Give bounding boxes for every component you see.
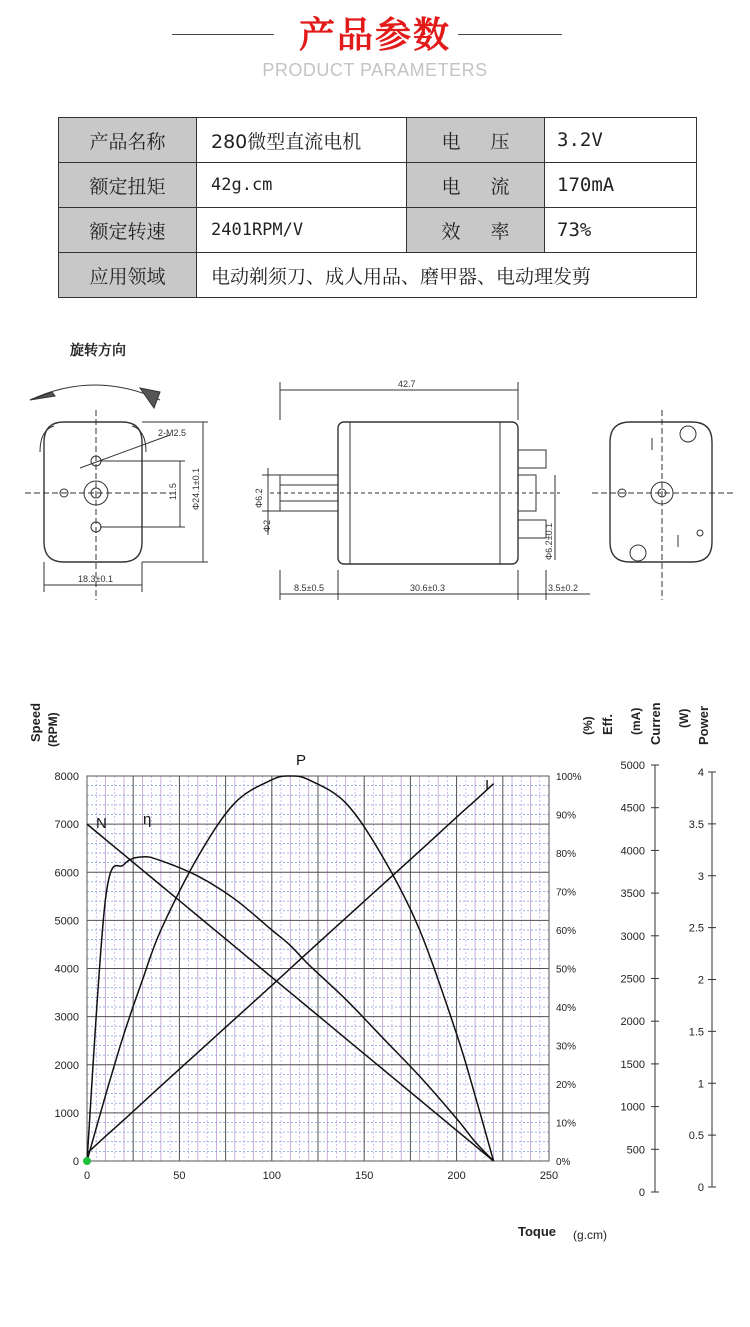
power-tick-label: 3	[697, 870, 704, 883]
spec-value: 73%	[545, 208, 697, 253]
speed-tick-label: 0	[72, 1156, 79, 1168]
spec-label: 电流	[407, 163, 545, 208]
dim-shaft-dia: Φ6.2	[254, 488, 264, 508]
current-tick-label: 4500	[620, 802, 645, 815]
speed-tick-label: 8000	[54, 771, 79, 783]
spec-value: 42g.cm	[197, 163, 407, 208]
spec-value: 280微型直流电机	[197, 118, 407, 163]
table-row	[59, 118, 697, 163]
eff-tick-label: 50%	[556, 964, 577, 976]
x-unit-label: (g.cm)	[573, 1228, 607, 1242]
x-tick-label: 150	[355, 1170, 374, 1182]
eff-tick-label: 10%	[556, 1118, 577, 1130]
spec-value: 3.2V	[545, 118, 697, 163]
spec-table	[58, 117, 697, 298]
eff-tick-label: 100%	[556, 772, 582, 783]
performance-chart	[0, 690, 750, 1260]
dim-shaft-len: 8.5±0.5	[294, 583, 324, 593]
current-tick-label: 5000	[620, 760, 645, 772]
dim-rear-len: 3.5±0.2	[548, 583, 578, 593]
current-tick-label: 1000	[620, 1101, 645, 1114]
current-tick-label: 2500	[620, 973, 645, 986]
title-divider-left	[172, 34, 274, 35]
power-unit-label: (W)	[677, 708, 691, 728]
table-row	[59, 208, 697, 253]
power-axis-title: Power	[696, 705, 711, 745]
current-axis-title: Curren	[648, 702, 663, 745]
x-tick-label: 200	[447, 1170, 466, 1182]
speed-tick-label: 1000	[54, 1107, 79, 1120]
x-tick-label: 0	[83, 1170, 91, 1182]
spec-label: 电压	[407, 118, 545, 163]
spec-label: 额定转速	[59, 208, 197, 253]
dim-screw: 2-M2.5	[158, 428, 187, 438]
dim-hole-spacing: 11.5	[168, 483, 178, 500]
dim-length: 42.7	[398, 379, 416, 389]
dim-body-len: 30.6±0.3	[410, 583, 445, 593]
eff-tick-label: 20%	[556, 1080, 577, 1091]
current-tick-label: 2000	[620, 1016, 645, 1029]
series-label: η	[143, 811, 152, 828]
current-tick-label: 500	[626, 1144, 645, 1157]
spec-value: 电动剃须刀、成人用品、磨甲器、电动理发剪	[197, 253, 697, 298]
series-label: N	[96, 815, 107, 832]
speed-axis-title: Speed	[28, 702, 43, 742]
x-axis-title: Toque	[518, 1224, 557, 1239]
table-row	[59, 253, 697, 298]
current-unit-label: (mA)	[629, 707, 643, 735]
x-tick-label: 100	[262, 1170, 281, 1182]
eff-tick-label: 80%	[556, 849, 577, 860]
eff-tick-label: 40%	[556, 1003, 577, 1014]
speed-tick-label: 2000	[54, 1059, 79, 1072]
spec-label: 效率	[407, 208, 545, 253]
series-label: I	[485, 777, 490, 794]
current-tick-label: 3500	[620, 888, 645, 901]
spec-label: 应用领域	[59, 253, 197, 298]
chart-grid	[87, 776, 549, 1161]
series-label: P	[296, 752, 307, 769]
dim-shaft-dia2: Φ2	[262, 519, 272, 532]
eff-axis-title: Eff.	[600, 714, 615, 735]
current-tick-label: 1500	[620, 1058, 645, 1071]
eff-unit-label: (%)	[581, 716, 595, 735]
spec-value: 170mA	[545, 163, 697, 208]
speed-tick-label: 5000	[54, 915, 79, 928]
dim-body-dia: Φ24.1±0.1	[191, 467, 201, 510]
eff-tick-label: 0%	[556, 1157, 571, 1168]
rotation-label: 旋转方向	[70, 343, 126, 359]
rear-view	[592, 410, 735, 600]
spec-label: 产品名称	[59, 118, 197, 163]
power-tick-label: 4	[697, 767, 704, 779]
eff-tick-label: 70%	[556, 887, 577, 899]
eff-tick-label: 30%	[556, 1041, 577, 1053]
x-tick-label: 250	[539, 1170, 559, 1182]
eff-tick-label: 90%	[556, 810, 577, 822]
dim-rear-boss: Φ6.2±0.1	[544, 522, 554, 560]
speed-tick-label: 3000	[54, 1011, 79, 1024]
spec-label: 额定扭矩	[59, 163, 197, 208]
title-divider-right	[458, 34, 562, 35]
current-tick-label: 3000	[620, 930, 645, 943]
power-tick-label: 0.5	[688, 1130, 704, 1143]
page-subtitle: PRODUCT PARAMETERS	[262, 60, 488, 80]
power-tick-label: 1.5	[688, 1026, 704, 1039]
speed-tick-label: 4000	[54, 963, 79, 976]
current-tick-label: 0	[638, 1187, 645, 1199]
power-tick-label: 2	[697, 974, 704, 987]
power-tick-label: 3.5	[688, 818, 704, 831]
origin-marker	[83, 1157, 91, 1165]
power-tick-label: 1	[697, 1078, 704, 1091]
current-tick-label: 4000	[620, 845, 645, 858]
page-title: 产品参数	[298, 15, 451, 56]
technical-drawing	[0, 360, 750, 610]
dim-front-width: 18.3±0.1	[78, 574, 113, 584]
eff-tick-label: 60%	[556, 926, 577, 937]
front-view	[25, 385, 208, 600]
table-row	[59, 163, 697, 208]
power-tick-label: 0	[697, 1182, 704, 1194]
power-tick-label: 2.5	[688, 922, 704, 935]
spec-value: 2401RPM/V	[197, 208, 407, 253]
speed-unit-label: (RPM)	[46, 712, 60, 747]
speed-tick-label: 6000	[54, 867, 79, 880]
speed-tick-label: 7000	[54, 819, 79, 832]
side-view	[262, 382, 590, 600]
x-tick-label: 50	[173, 1170, 186, 1182]
